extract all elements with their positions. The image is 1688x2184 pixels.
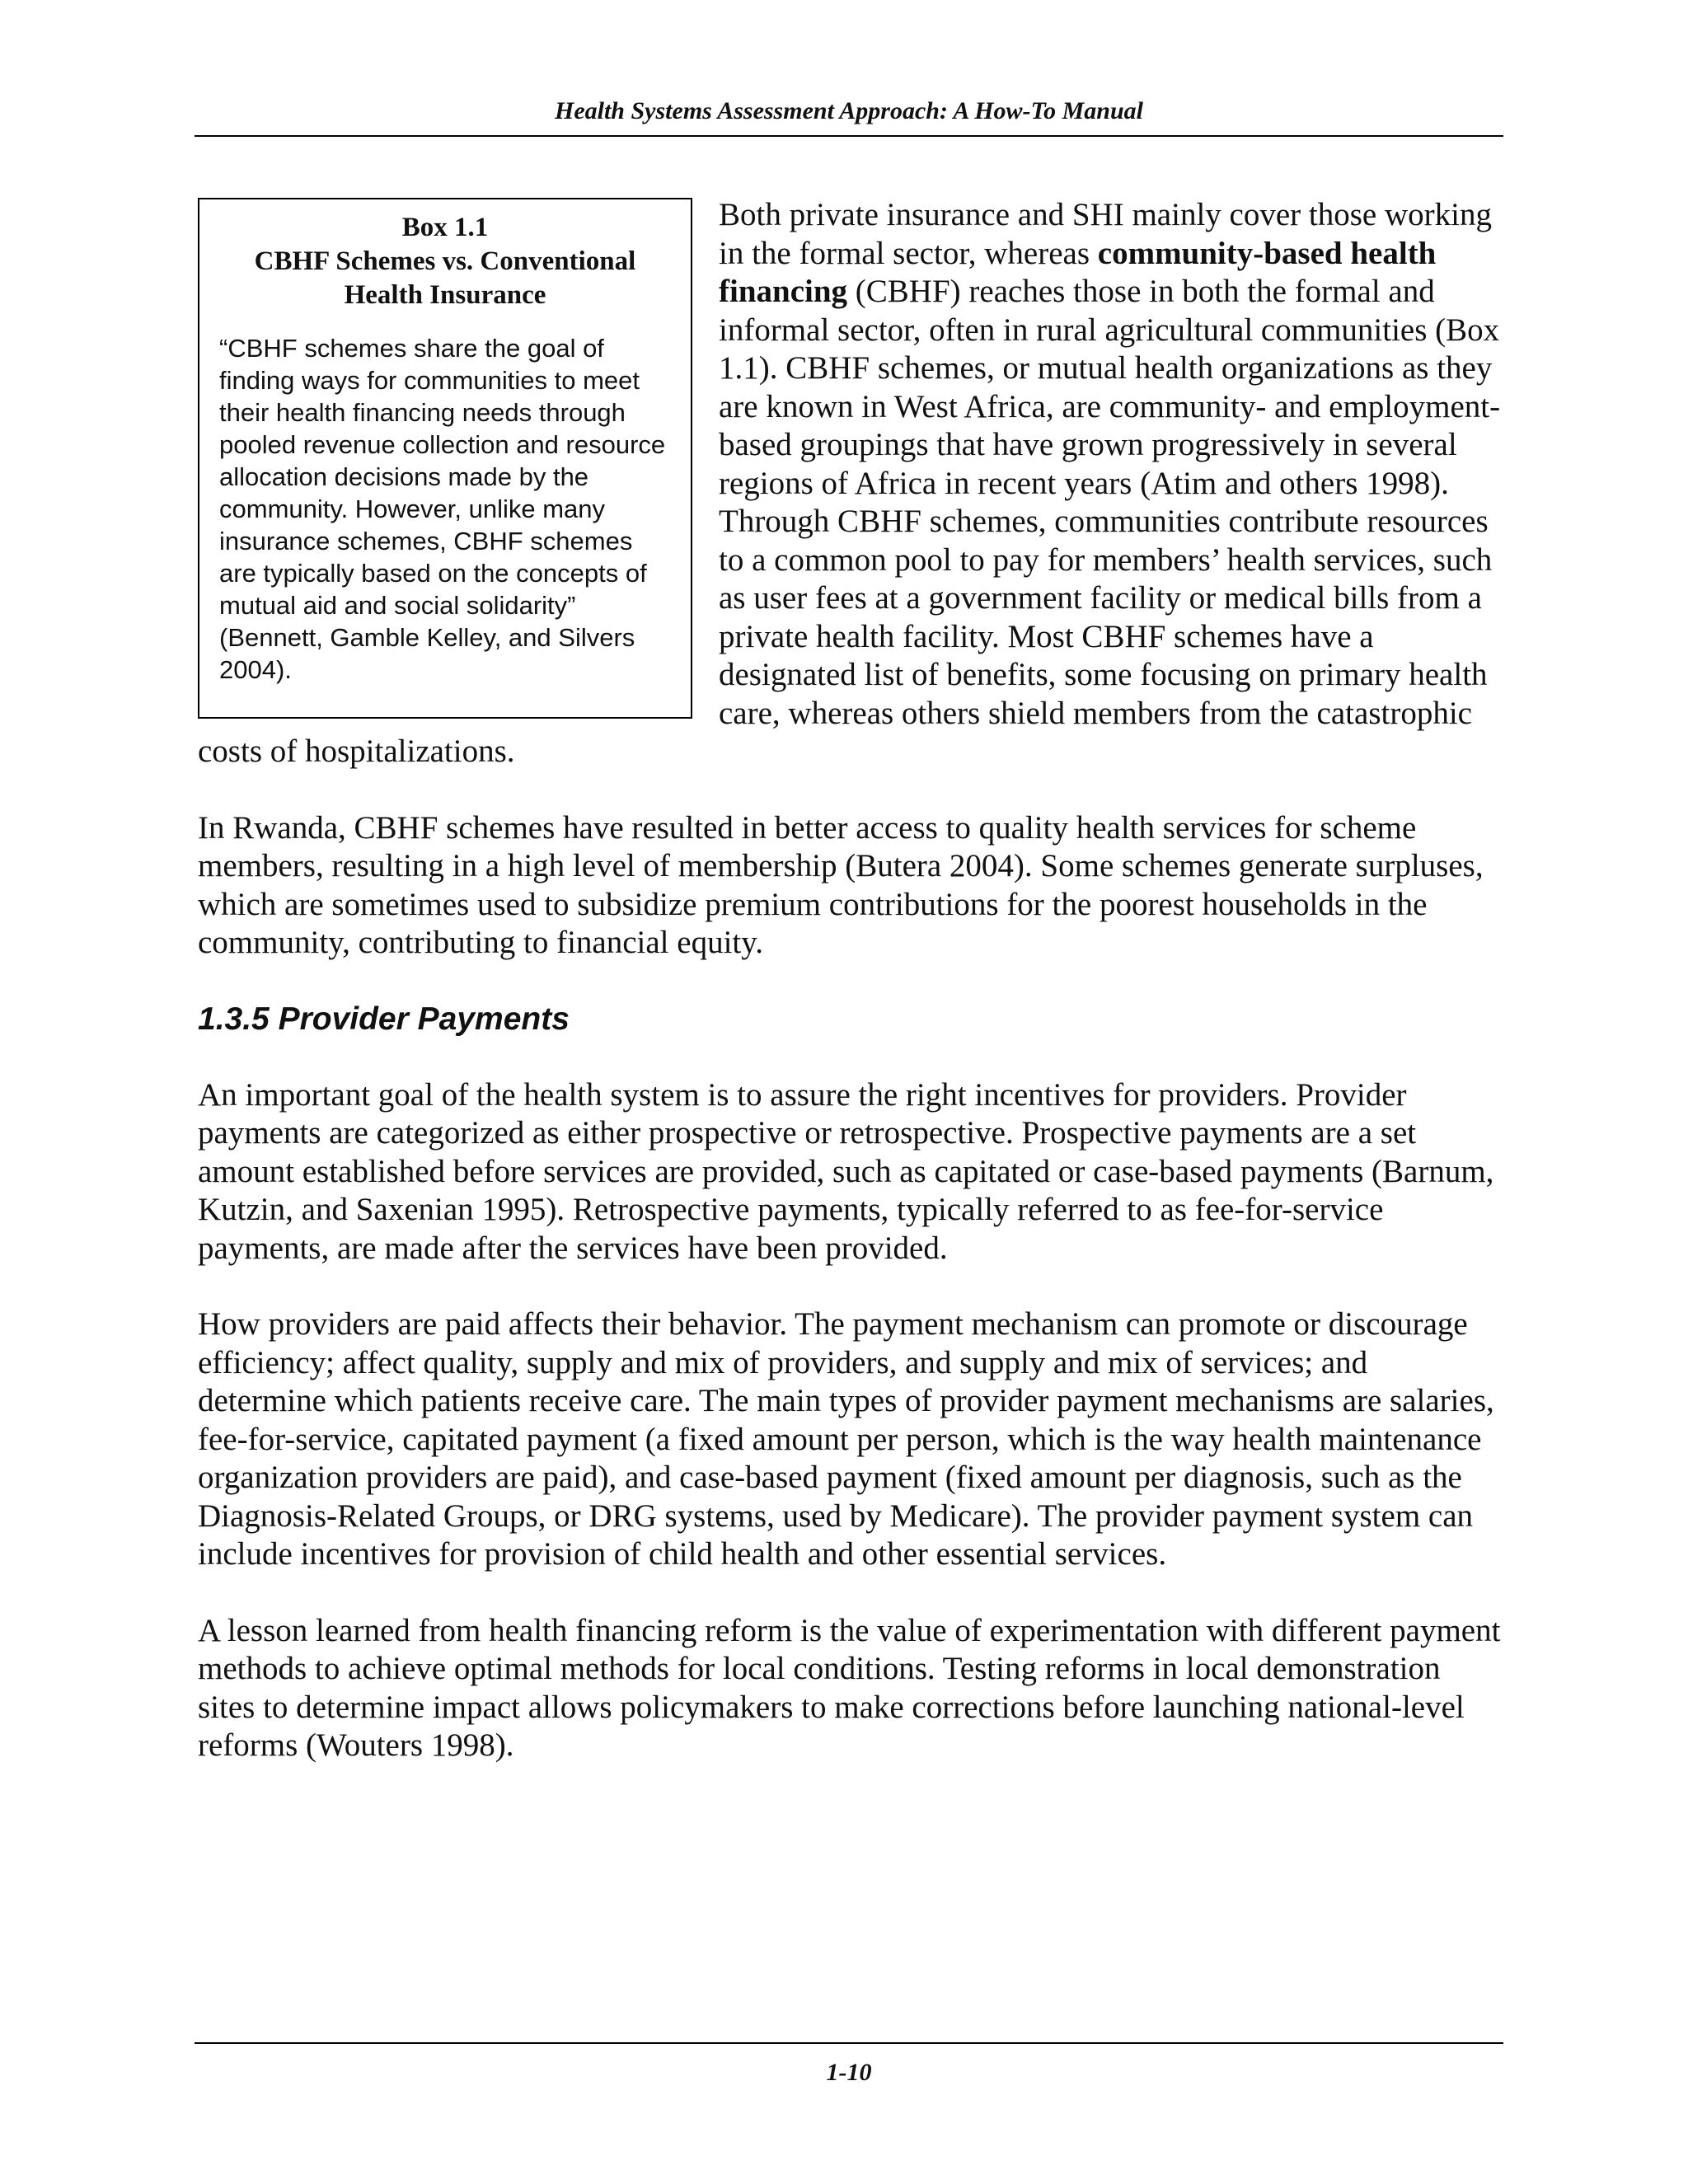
paragraph-lesson-learned: A lesson learned from health financing reform is the value of experimentation with different payment methods to achieve optimal methods for local conditions. Testing reforms in local demonstration sites to determine impact allows policymakers to make corrections before launching national-level reforms (Wouters 1998).: [198, 1612, 1501, 1763]
term-community-based-health-financing: community-based health financing: [719, 235, 1437, 309]
section-heading: 1.3.5 Provider Payments: [198, 1001, 570, 1037]
paragraph-cbhf-rest: (CBHF) reaches those in both the formal and informal sector, often in rural agricultural communities (Box 1.1). CBHF schemes, or mutual health organizations as they are known in West Africa, are community- and employment-based groupings that have grown progressively in several regions of Africa in recent years (Atim and others 1998). Through CBHF schemes, communities contribute resources to a common pool to pay for members’ health services, such as user fees at a government facility or medical bills from a private health facility. Most CBHF schemes have a designated list of benefits, some focusing on primary health care, whereas others shield members from the catastrophic costs of hospitalizations.: [198, 274, 1501, 769]
page-content: [198, 196, 1503, 1803]
box-title-line-2: Health Insurance: [344, 280, 546, 310]
box-label: Box 1.1: [401, 213, 489, 242]
sidebar-box: [198, 198, 692, 719]
paragraph-rwanda: In Rwanda, CBHF schemes have resulted in better access to quality health services for scheme members, resulting in a high level of membership (Butera 2004). Some schemes generate surpluses, which are sometimes used to subsidize premium contributions for the poorest households in the community, contributing to financial equity.: [198, 809, 1484, 960]
paragraph-cbhf-start: Both private insurance and SHI mainly cover those working in the formal sector, whereas: [719, 197, 1492, 271]
box-heading: [219, 211, 671, 312]
paragraph-provider-payments: An important goal of the health system is to assure the right incentives for providers. Provider payments are categorized as either prospective or retrospective. Prospective payments are a set amount established before services are provided, such as capitated or case-based payments (Barnum, Kutzin, and Saxenian 1995). Retrospective payments, typically referred to as fee-for-service payments, are made after the services have been provided.: [198, 1076, 1494, 1266]
box-quote: “CBHF schemes share the goal of finding ways for communities to meet their health financing needs through pooled revenue collection and resource allocation decisions made by the community. However, unlike many insurance schemes, CBHF schemes are typically based on the concepts of mutual aid and social solidarity” (Bennett, Gamble Kelley, and Silvers 2004).: [219, 334, 666, 684]
running-header: Health Systems Assessment Approach: A How-To Manual: [195, 97, 1503, 137]
box-title-line-1: CBHF Schemes vs. Conventional: [254, 246, 636, 276]
paragraph-payment-mechanisms: How providers are paid affects their behavior. The payment mechanism can promote or discourage efficiency; affect quality, supply and mix of providers, and supply and mix of services; and determine which patients receive care. The main types of provider payment mechanisms are salaries, fee-for-service, capitated payment (a fixed amount per person, which is the way health maintenance organization providers are paid), and case-based payment (fixed amount per diagnosis, such as the Diagnosis-Related Groups, or DRG systems, used by Medicare). The provider payment system can include incentives for provision of child health and other essential services.: [198, 1306, 1494, 1572]
page-number: 1-10: [195, 2042, 1503, 2087]
